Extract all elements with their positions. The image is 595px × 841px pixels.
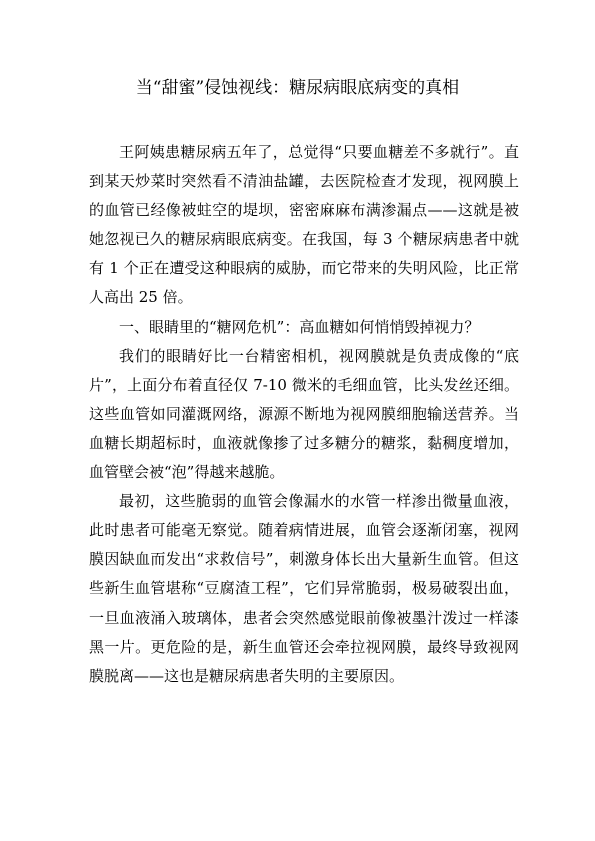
document-body: [89, 138, 519, 691]
paragraph-progression: 最初，这些脆弱的血管会像漏水的水管一样渗出微量血液，此时患者可能毫无察觉。随着病情进展，血管会逐渐闭塞，视网膜因缺血而发出“求救信号”，刺激身体长出大量新生血管。但这些新生血管堪称“豆腐渣工程”，它们异常脆弱，极易破裂出血，一旦血液涌入玻璃体，患者会突然感觉眼前像被墨汁泼过一样漆黑一片。更危险的是，新生血管还会牵拉视网膜，最终导致视网膜脱离——这也是糖尿病患者失明的主要原因。: [89, 492, 519, 685]
document-title: 当“甜蜜”侵蚀视线：糖尿病眼底病变的真相: [135, 78, 460, 98]
paragraph-eye-camera: 我们的眼睛好比一台精密相机，视网膜就是负责成像的“底片”，上面分布着直径仅 7-10 微米的毛细血管，比头发丝还细。这些血管如同灌溉网络，源源不断地为视网膜细胞输送营养。当血糖长期超标时，血液就像掺了过多糖分的糖浆，黏稠度增加，血管壁会被“泡”得越来越脆。: [89, 346, 519, 482]
section-heading: 一、眼睛里的“糖网危机”：高血糖如何悄悄毁掉视力？: [119, 317, 480, 336]
paragraph-intro: 王阿姨患糖尿病五年了，总觉得“只要血糖差不多就行”。直到某天炒菜时突然看不清油盐罐，去医院检查才发现，视网膜上的血管已经像被蛀空的堤坝，密密麻麻布满渗漏点——这就是被她忽视已久的糖尿病眼底病变。在我国，每 3 个糖尿病患者中就有 1 个正在遭受这种眼病的威胁，而它带来的失明风险，比正常人高出 25 倍。: [89, 143, 519, 307]
